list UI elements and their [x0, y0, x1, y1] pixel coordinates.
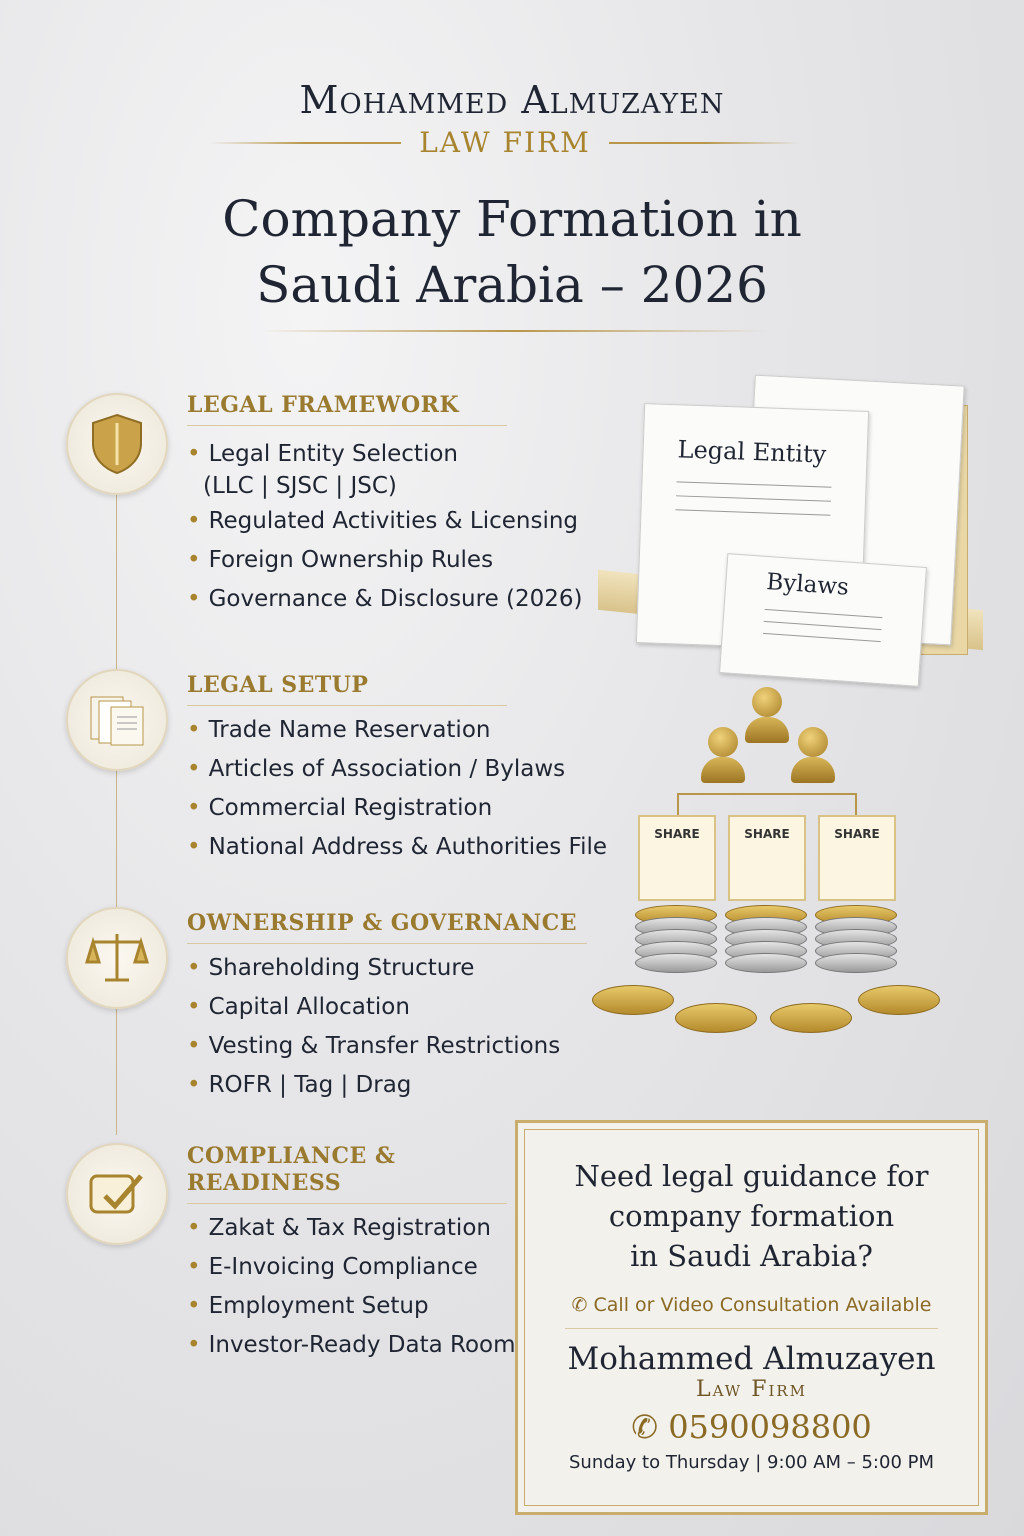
law-firm-label: LAW FIRM — [419, 126, 591, 159]
legal-setup-list — [187, 711, 607, 867]
ownership-governance-list — [187, 949, 560, 1105]
section-heading-ownership-governance: OWNERSHIP & GOVERNANCE — [187, 910, 587, 944]
org-connector — [677, 793, 857, 815]
question-line: in Saudi Arabia? — [630, 1239, 873, 1273]
item-text: Foreign Ownership Rules — [208, 547, 494, 573]
shareholder-figure-body — [791, 757, 835, 783]
list-item — [187, 502, 583, 541]
office-hours: Sunday to Thursday | 9:00 AM – 5:00 PM — [568, 1452, 935, 1473]
list-item — [187, 580, 583, 619]
consultation-text: Call or Video Consultation Available — [593, 1294, 932, 1316]
list-item: • Commercial Registration — [187, 789, 607, 828]
item-text: Governance & Disclosure (2026) — [208, 586, 583, 612]
coin-stack — [815, 905, 897, 973]
question-line: Need legal guidance for — [574, 1159, 929, 1193]
heading-line: COMPLIANCE & — [187, 1143, 396, 1169]
list-item — [187, 435, 583, 502]
list-item: • Vesting & Transfer Restrictions — [187, 1027, 560, 1066]
firm-label: Law Firm — [695, 1377, 808, 1402]
share-certificate: SHARE — [638, 815, 716, 901]
title-line-2: Saudi Arabia – 2026 — [256, 256, 768, 314]
list-item: • National Address & Authorities File — [187, 828, 607, 867]
document-title: Bylaws — [765, 568, 850, 601]
section-heading-legal-setup: LEGAL SETUP — [187, 672, 507, 706]
scales-icon — [66, 907, 168, 1009]
cta-question — [525, 1156, 978, 1276]
firm-name: Mohammed Almuzayen — [567, 1341, 936, 1377]
list-item: • Capital Allocation — [187, 988, 560, 1027]
phone-icon: ✆ — [631, 1408, 669, 1446]
coin — [770, 1003, 852, 1033]
coin-stack — [635, 905, 717, 973]
title-line-1: Company Formation in — [222, 190, 802, 248]
shareholder-figure — [708, 727, 738, 757]
item-subtext: (LLC | SJSC | JSC) — [203, 473, 397, 499]
item-text: Legal Entity Selection — [208, 441, 458, 467]
consultation-note — [565, 1294, 938, 1329]
divider — [210, 142, 401, 144]
heading-line: READINESS — [187, 1170, 342, 1196]
phone-text: 0590098800 — [668, 1408, 872, 1446]
list-item — [187, 541, 583, 580]
list-item: • Trade Name Reservation — [187, 711, 607, 750]
share-certificate: SHARE — [818, 815, 896, 901]
compliance-readiness-list — [187, 1209, 516, 1365]
list-item: • Articles of Association / Bylaws — [187, 750, 607, 789]
list-item: • Employment Setup — [187, 1287, 516, 1326]
checkmark-icon — [66, 1143, 168, 1245]
list-item: • Zakat & Tax Registration — [187, 1209, 516, 1248]
question-line: company formation — [608, 1199, 895, 1233]
brand-subtitle — [210, 126, 800, 159]
shareholder-figure — [798, 727, 828, 757]
bylaws-document — [719, 553, 927, 687]
coin — [675, 1003, 757, 1033]
document-organizer-illustration — [598, 375, 988, 690]
documents-icon — [66, 669, 168, 771]
timeline-line — [116, 495, 117, 1135]
shareholder-figure-body — [701, 757, 745, 783]
shareholders-coins-illustration — [590, 685, 950, 1045]
divider — [609, 142, 800, 144]
phone-number[interactable] — [525, 1408, 978, 1446]
coin — [858, 985, 940, 1015]
item-text: Regulated Activities & Licensing — [208, 508, 579, 534]
shareholder-figure — [752, 687, 782, 717]
shield-icon — [66, 393, 168, 495]
shareholder-figure-body — [745, 717, 789, 743]
list-item: • ROFR | Tag | Drag — [187, 1066, 560, 1105]
brand-name: Mohammed Almuzayen — [299, 78, 725, 122]
list-item: • Investor-Ready Data Room — [187, 1326, 516, 1365]
title-divider — [258, 330, 768, 332]
contact-card — [515, 1120, 988, 1515]
coin — [592, 985, 674, 1015]
document-title: Legal Entity — [677, 435, 827, 469]
section-heading-compliance-readiness — [187, 1143, 507, 1204]
phone-icon: ✆ — [571, 1294, 594, 1316]
list-item: • Shareholding Structure — [187, 949, 560, 988]
list-item: • E-Invoicing Compliance — [187, 1248, 516, 1287]
section-heading-legal-framework: LEGAL FRAMEWORK — [187, 392, 507, 426]
page-title — [0, 186, 1024, 318]
coin-stack — [725, 905, 807, 973]
legal-framework-list — [187, 435, 583, 619]
share-certificate: SHARE — [728, 815, 806, 901]
